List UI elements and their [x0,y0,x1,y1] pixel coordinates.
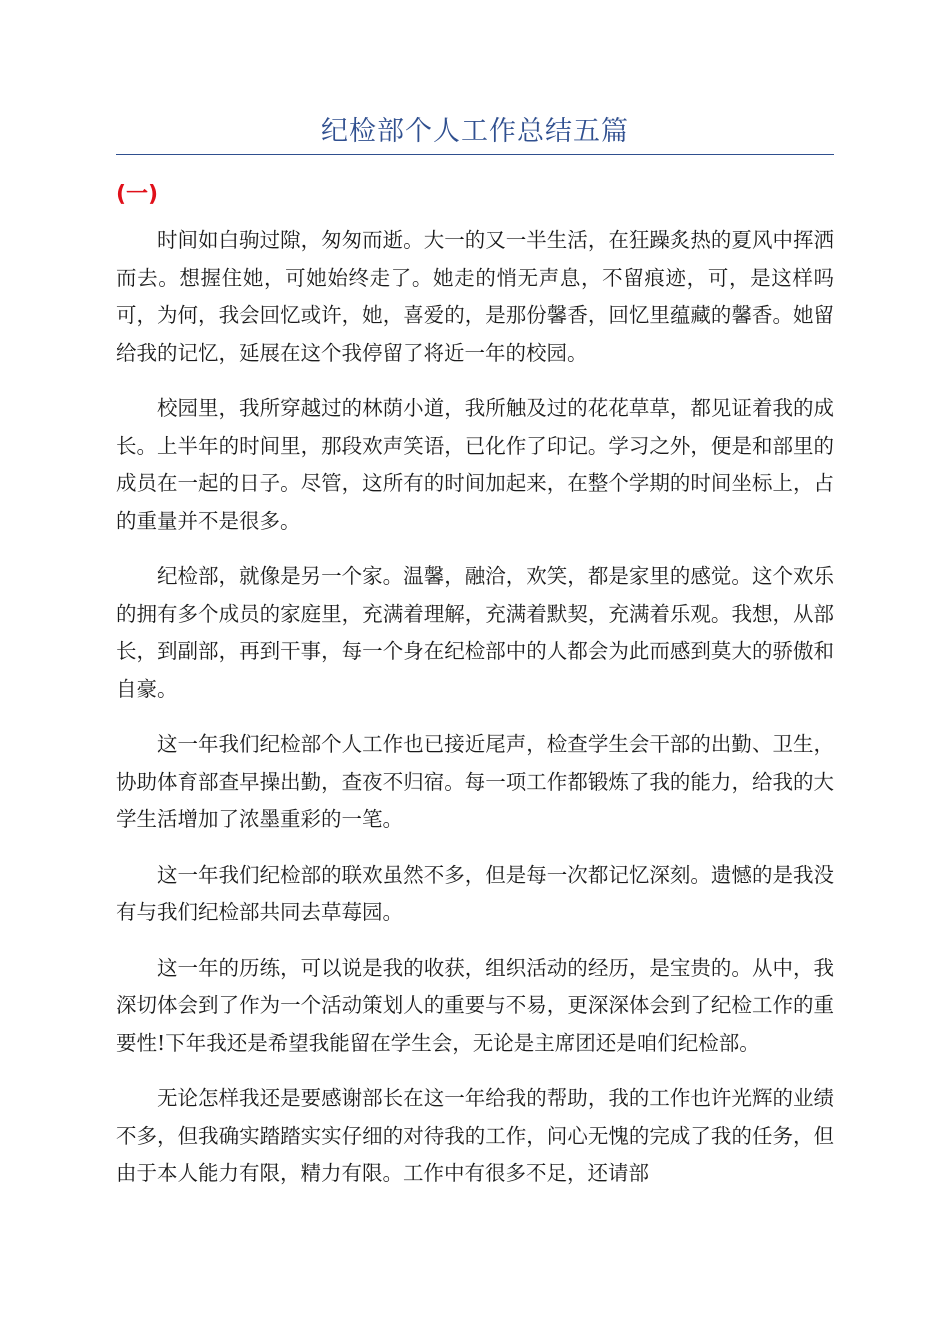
paragraph-4: 这一年我们纪检部个人工作也已接近尾声，检查学生会干部的出勤、卫生，协助体育部查早操出勤，查夜不归宿。每一项工作都锻炼了我的能力，给我的大学生活增加了浓墨重彩的一笔。 [116,732,834,831]
section-heading: (一) [116,182,159,207]
paragraph-3: 纪检部，就像是另一个家。温馨，融洽，欢笑，都是家里的感觉。这个欢乐的拥有多个成员的家庭里，充满着理解，充满着默契，充满着乐观。我想，从部长，到副部，再到干事，每一个身在纪检部中的人都会为此而感到莫大的骄傲和自豪。 [116,564,834,701]
document-title: 纪检部个人工作总结五篇 [321,116,629,147]
paragraph-6: 这一年的历练，可以说是我的收获，组织活动的经历，是宝贵的。从中，我深切体会到了作为一个活动策划人的重要与不易，更深深体会到了纪检工作的重要性!下年我还是希望我能留在学生会，无论是主席团还是咱们纪检部。 [116,955,834,1055]
paragraph-5: 这一年我们纪检部的联欢虽然不多，但是每一次都记忆深刻。遗憾的是我没有与我们纪检部共同去草莓园。 [116,862,834,924]
paragraph-2: 校园里，我所穿越过的林荫小道，我所触及过的花花草草，都见证着我的成长。上半年的时间里，那段欢声笑语，已化作了印记。学习之外，便是和部里的成员在一起的日子。尽管，这所有的时间加起来，在整个学期的时间坐标上，占的重量并不是很多。 [116,396,834,533]
document-body [116,222,834,1211]
title-underline [116,154,834,155]
paragraph-7: 无论怎样我还是要感谢部长在这一年给我的帮助，我的工作也许光辉的业绩不多，但我确实踏踏实实仔细的对待我的工作，问心无愧的完成了我的任务，但由于本人能力有限，精力有限。工作中有很多不足，还请部 [116,1086,834,1185]
paragraph-1: 时间如白驹过隙，匆匆而逝。大一的又一半生活，在狂躁炙热的夏风中挥洒而去。想握住她，可她始终走了。她走的悄无声息，不留痕迹，可，是这样吗可，为何，我会回忆或许，她，喜爱的，是那份馨香，回忆里蕴藏的馨香。她留给我的记忆，延展在这个我停留了将近一年的校园。 [116,228,834,365]
